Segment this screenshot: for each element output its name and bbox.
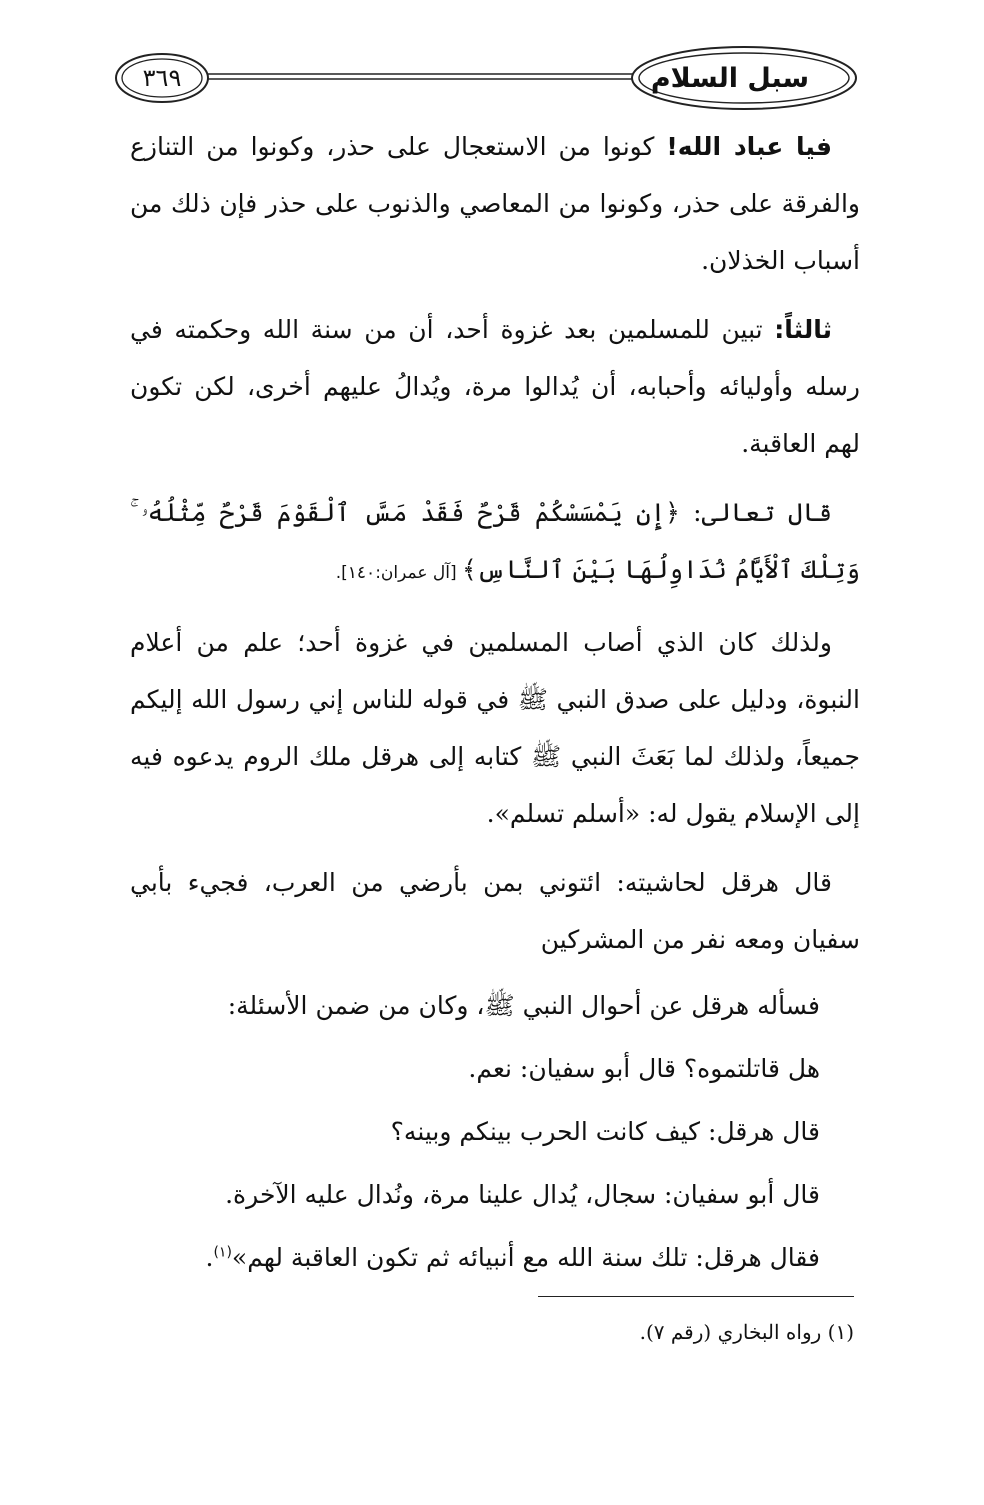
dialog-line: هل قاتلتموه؟ قال أبو سفيان: نعم. [468, 1054, 820, 1083]
footnote-marker[interactable]: (١) [213, 1244, 232, 1261]
paragraph-exhortation [130, 118, 860, 289]
page-header [110, 44, 862, 116]
paragraph-third-point [130, 301, 860, 472]
paragraph-heraclius [130, 854, 860, 968]
dialog-text: فقال هرقل: تلك سنة الله مع أنبيائه ثم تكون العاقبة لهم» [231, 1243, 820, 1272]
paragraph-text: تبين للمسلمين بعد غزوة أحد، أن من سنة الله وحكمته في رسله وأوليائه وأحبابه، أن يُدالوا مرة، ويُدالُ عليهم أخرى، لكن تكون لهم العاقبة. [130, 315, 860, 458]
dialog-line-last [130, 1226, 860, 1289]
dialog-block [130, 974, 860, 1289]
verse-intro: قال تعالى: [679, 498, 832, 527]
paragraph-text: ولذلك كان الذي أصاب المسلمين في غزوة أحد؛ علم من أعلام النبوة، ودليل على صدق النبي ﷺ في قوله للناس إني رسول الله إليكم جميعاً، ولذلك لما بَعَثَ النبي ﷺ كتابه إلى هرقل ملك الروم يدعوه فيه إلى الإسلام يقول له: «أسلم تسلم». [130, 628, 860, 828]
page-number: ٣٦٩ [142, 64, 182, 92]
verse-reference: [آل عمران:١٤٠]. [335, 563, 462, 583]
paragraph-quran-verse [130, 484, 860, 602]
paragraph-text: كونوا من الاستعجال على حذر، وكونوا من التنازع والفرقة على حذر، وكونوا من المعاصي والذنوب على حذر فإن ذلك من أسباب الخذلان. [130, 132, 860, 275]
dialog-line: قال هرقل: كيف كانت الحرب بينكم وبينه؟ [390, 1117, 820, 1146]
footnote: (١) رواه البخاري (رقم ٧). [639, 1320, 854, 1344]
main-text [130, 118, 860, 1289]
quran-verse: ﴿إِن يَمْسَسْكُمْ قَرْحٌ فَقَدْ مَسَّ ٱلْقَوْمَ قَرْحٌ مِّثْلُهُۥ ۚ وَتِلْكَ ٱلْأَيَّامُ نُدَاوِلُهَا بَيْنَ ٱلنَّاسِ﴾ [130, 498, 860, 584]
paragraph-text: قال هرقل لحاشيته: ائتوني بمن بأرضي من العرب، فجيء بأبي سفيان ومعه نفر من المشركين [130, 868, 860, 954]
paragraph-lead: فيا عباد الله! [666, 132, 832, 161]
dialog-line: فسأله هرقل عن أحوال النبي ﷺ، وكان من ضمن الأسئلة: [227, 991, 820, 1020]
dialog-end: . [205, 1243, 214, 1272]
paragraph-prophecy-sign [130, 614, 860, 842]
paragraph-lead: ثالثاً: [774, 315, 832, 344]
footnote-divider [538, 1296, 854, 1297]
book-title: سبل السلام [650, 63, 810, 94]
dialog-line: قال أبو سفيان: سجال، يُدال علينا مرة، ونُدال عليه الآخرة. [225, 1180, 820, 1209]
